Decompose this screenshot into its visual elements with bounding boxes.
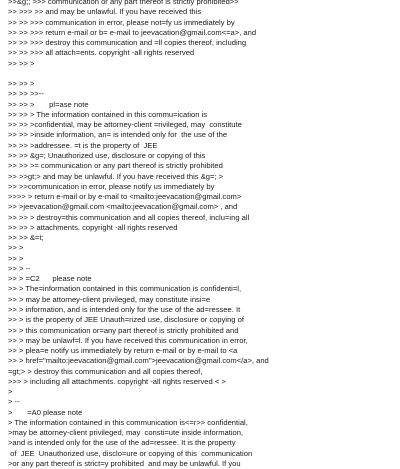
document-line: >> >> >= communication or any part thereof is strictly prohibited	[8, 161, 223, 171]
email-document-body	[8, 0, 398, 468]
document-line: >> >> >inside information, an= is intended only for the use of the	[8, 130, 228, 140]
document-line: >>>> > return e-mail or by e-mail to <mailto:jeevacation@gmail.com>	[8, 192, 242, 202]
document-line: >> >>communication in error, please notify us immediately by	[8, 181, 215, 191]
document-line: >> > plea=e notify us immediately by return e-mail or by e-mail to <a	[8, 346, 238, 356]
document-line	[8, 69, 398, 79]
document-line: > The information contained in this communication is<=r>> confidential,	[8, 417, 248, 427]
document-line: >> >> &g=; Unauthorized use, disclosure or copying of this	[8, 150, 206, 160]
document-line: >> > =C2 please note	[8, 274, 92, 284]
document-line: >> >> >>--	[8, 89, 44, 99]
document-line: >>> > including all attachments. copyright -all rights reserved < >	[8, 376, 226, 386]
document-line: >> > this communication or=any part thereof is strictly prohibited and	[8, 325, 239, 335]
document-line: >> >>gt;> and may be unlawful. If you have received this &g=; >	[8, 171, 224, 181]
document-line: >> >> > attachments. copyright -all rights reserved	[8, 222, 178, 232]
document-line: >> >> >>> communication in error, please not=fy us immediately by	[8, 17, 235, 27]
document-line: > =A0 please note	[8, 407, 83, 417]
document-line: >> >> >	[8, 79, 35, 89]
document-line: > --	[8, 397, 20, 407]
document-line: >	[8, 387, 13, 397]
document-line: >> >> >>> all attach=ents. copyright -all rights reserved	[8, 48, 195, 58]
document-line: >or any part thereof is strict=y prohibited and may be unlawful. If you	[8, 458, 241, 468]
document-line: >> >> > pl=ase note	[8, 99, 89, 109]
document-line: >> >> >	[8, 58, 35, 68]
document-line: >may be attorney-client privileged, may consti=ute inside information,	[8, 428, 244, 438]
document-line: >> > --	[8, 263, 31, 273]
document-line: >> >	[8, 253, 24, 263]
document-line: >> >> >confidential, may be attorney-client =rivileged, may constitute	[8, 120, 242, 130]
document-line: >> > The=information contained in this communication is confidenti=l,	[8, 284, 242, 294]
document-line: >and is intended only for the use of the ad=ressee. It is the property	[8, 438, 236, 448]
document-line: >> > may be attorney-client privileged, may constitute insi=e	[8, 294, 211, 304]
document-line: >> > may be unlawf=l. If you have received this communication in error,	[8, 335, 248, 345]
document-line: >> >>> >> and may be unlawful. If you have received this	[8, 7, 202, 17]
document-line: >> >	[8, 243, 24, 253]
document-line: >> >> &=t;	[8, 233, 44, 243]
document-line: >> > information, and is intended only for the use of the ad=ressee. It	[8, 304, 241, 314]
document-line: >> >> > The information contained in this commu=ication is	[8, 109, 208, 119]
document-line: >> >> >addressee. =t is the property of JEE	[8, 140, 158, 150]
document-line: >>&g;; >>> communication or any part thereof is strictly prohibited>>	[8, 0, 239, 6]
document-line: of JEE Unauthorized use, disclo=ure or copying of this communication	[8, 448, 253, 458]
document-line: =gt;> > destroy this communication and all copies thereof,	[8, 366, 203, 376]
document-line: >> >> >>> return e-mail or b= e-mail to jeevacation@gmail.com<=a>, and	[8, 27, 257, 37]
document-line: >> > href="mailto:jeevacation@gmail.com">jeevacation@gmail.com</a>, and	[8, 356, 269, 366]
document-line: >> > is the property of JEE Unauth=rized use, disclosure or copying of	[8, 315, 244, 325]
document-line: >> >jeevacation@gmail.com <mailto:jeevacation@gmail.com> , and	[8, 202, 238, 212]
document-line: >> >> >>> destroy this communication and =ll copies thereof, including	[8, 38, 247, 48]
document-line: >> >> > destroy=this communication and all copies thereof, inclu=ing all	[8, 212, 250, 222]
